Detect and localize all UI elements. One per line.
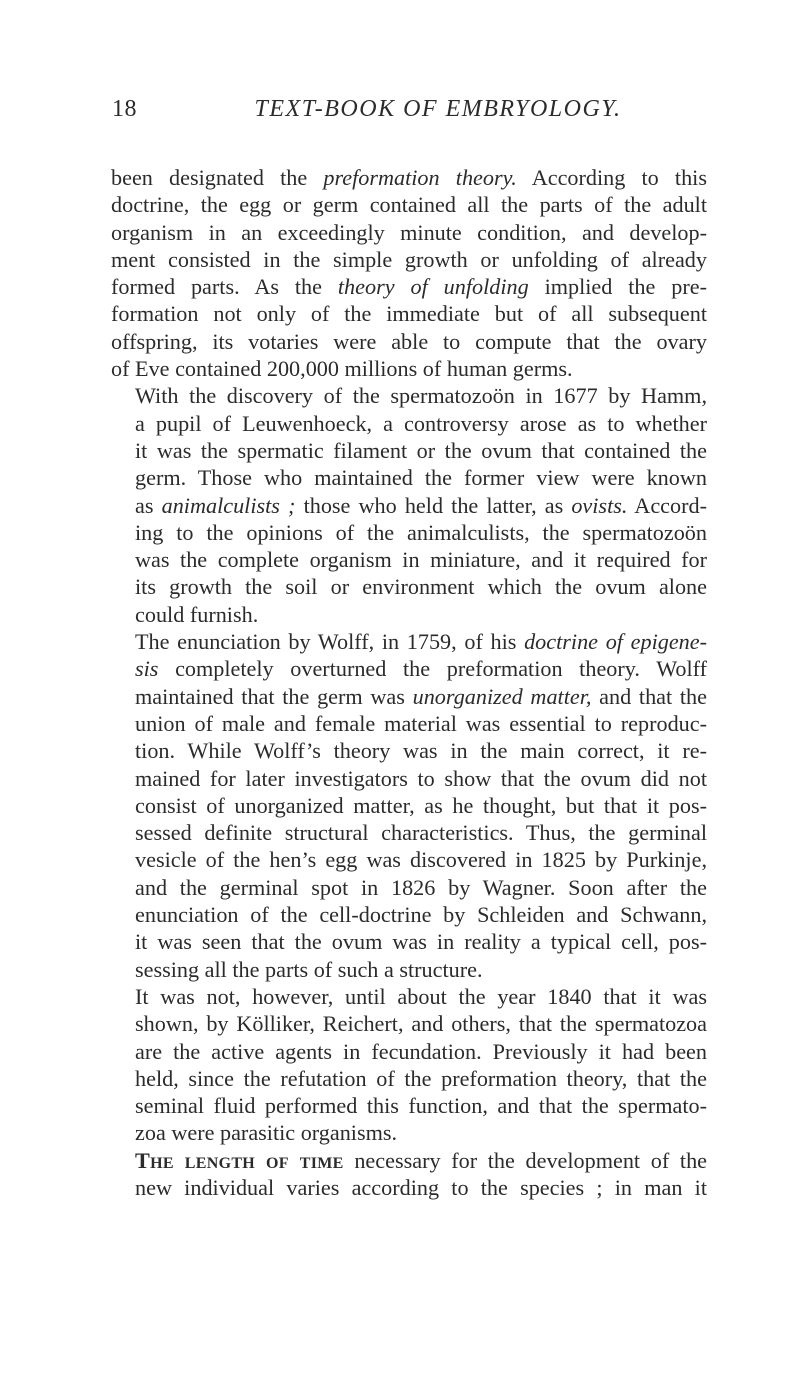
- page-number: 18: [112, 96, 137, 122]
- italic-term: animalculists ;: [161, 492, 296, 518]
- text-line: could furnish.: [135, 601, 259, 627]
- text-line: formed parts. As the theory of unfolding implied the pre-: [111, 274, 707, 300]
- text-line: as animalculists ; those who held the latter, as ovists. Accord-: [135, 492, 707, 518]
- text-line: enunciation of the cell-doctrine by Schleiden and Schwann,: [135, 902, 707, 928]
- text-line: and the germinal spot in 1826 by Wagner. Soon after the: [135, 874, 707, 900]
- text-line: mained for later investigators to show that the ovum did not: [135, 765, 707, 791]
- text-line: are the active agents in fecundation. Previously it had been: [135, 1038, 707, 1064]
- text-line: The enunciation by Wolff, in 1759, of his doctrine of epigene-: [135, 629, 708, 655]
- text-line: sis completely overturned the preformation theory. Wolff: [135, 656, 707, 682]
- paragraph: [111, 164, 707, 382]
- text-line: maintained that the germ was unorganized matter, and that the: [135, 683, 707, 709]
- text-line: consist of unorganized matter, as he thought, but that it pos-: [135, 792, 707, 818]
- text-line: its growth the soil or environment which the ovum alone: [135, 574, 707, 600]
- text-line: organism in an exceedingly minute condition, and develop-: [111, 219, 707, 245]
- running-head: TEXT-BOOK OF EMBRYOLOGY.: [254, 96, 622, 122]
- small-caps-term: The length of time: [135, 1147, 344, 1173]
- text-line: it was the spermatic filament or the ovum that contained the: [135, 437, 707, 463]
- text-line: vesicle of the hen’s egg was discovered in 1825 by Purkinje,: [135, 847, 707, 873]
- italic-term: unorganized matter,: [412, 683, 592, 709]
- text-line: new individual varies according to the species ; in man it: [135, 1174, 707, 1200]
- text-line: ing to the opinions of the animalculists, the spermatozoön: [135, 519, 707, 545]
- italic-term: ovists.: [571, 492, 628, 518]
- italic-term: preformation theory.: [323, 165, 517, 190]
- text-line: sessed definite structural characteristics. Thus, the germinal: [135, 820, 707, 846]
- text-line: formation not only of the immediate but of all subsequent: [111, 301, 707, 327]
- text-line: a pupil of Leuwenhoeck, a controversy arose as to whether: [135, 410, 707, 436]
- text-line: zoa were parasitic organisms.: [135, 1120, 398, 1146]
- body-text: [111, 164, 707, 1201]
- text-line: of Eve contained 200,000 millions of human germs.: [111, 356, 573, 382]
- italic-term: doctrine of epigene-: [524, 629, 708, 655]
- italic-term: theory of unfolding: [337, 274, 529, 300]
- text-line: The length of time necessary for the development of the: [135, 1147, 708, 1173]
- italic-term: sis: [135, 656, 159, 682]
- text-line: tion. While Wolff’s theory was in the main correct, it re-: [135, 738, 707, 764]
- paragraph: [111, 628, 707, 983]
- page-header: [0, 96, 800, 132]
- text-line: union of male and female material was essential to reproduc-: [135, 710, 707, 736]
- text-line: held, since the refutation of the preformation theory, that the: [135, 1065, 707, 1091]
- text-line: doctrine, the egg or germ contained all the parts of the adult: [111, 192, 707, 218]
- text-line: ment consisted in the simple growth or unfolding of already: [111, 246, 707, 272]
- text-line: germ. Those who maintained the former view were known: [135, 465, 707, 491]
- text-line: was the complete organism in miniature, and it required for: [135, 547, 707, 573]
- text-line: shown, by Kölliker, Reichert, and others, that the spermatozoa: [135, 1011, 707, 1037]
- text-line: seminal fluid performed this function, and that the spermato-: [135, 1093, 707, 1119]
- text-line: been designated the preformation theory. According to this: [111, 165, 707, 190]
- text-line: It was not, however, until about the year 1840 that it was: [135, 983, 707, 1009]
- paragraph: [111, 983, 707, 1147]
- paragraph: [111, 1147, 707, 1202]
- text-line: offspring, its votaries were able to compute that the ovary: [111, 328, 707, 354]
- paragraph: [111, 382, 707, 628]
- text-line: sessing all the parts of such a structure.: [135, 956, 483, 982]
- text-line: With the discovery of the spermatozoön in 1677 by Hamm,: [135, 383, 707, 409]
- text-line: it was seen that the ovum was in reality a typical cell, pos-: [135, 929, 707, 955]
